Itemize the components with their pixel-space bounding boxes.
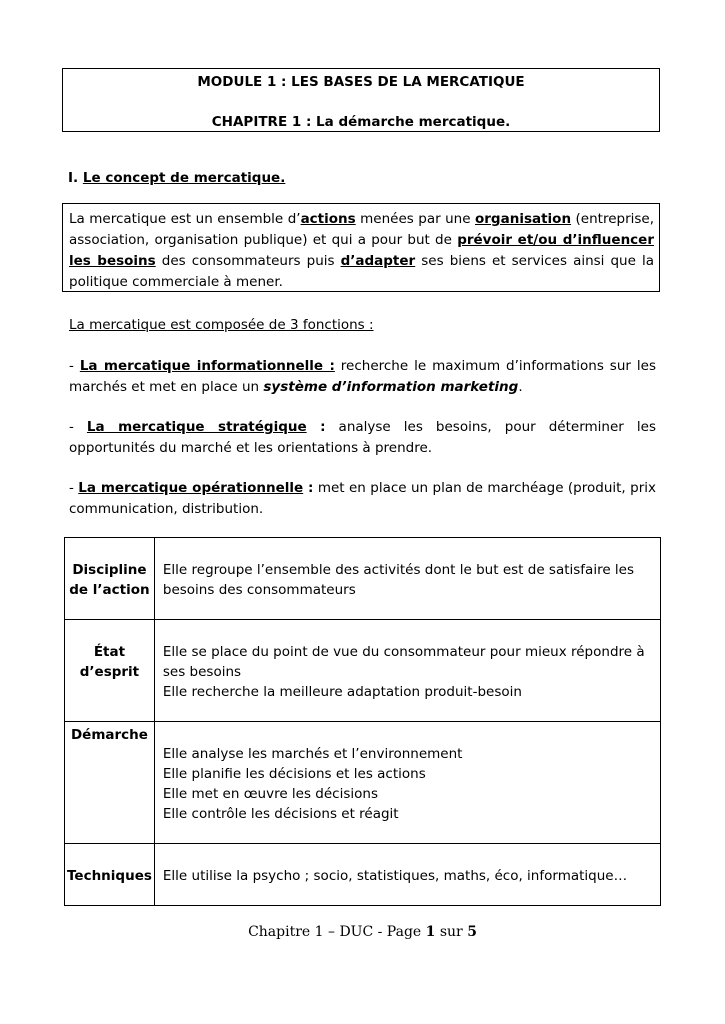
row-header [65, 844, 155, 906]
section-number: I. [68, 170, 79, 186]
function-text-end: . [518, 379, 523, 395]
definition-text: (entreprise, association, organisation publique) et qui a pour but de [69, 211, 655, 248]
row-content [154, 620, 660, 722]
characteristics-table [64, 537, 661, 906]
row-content [154, 538, 660, 620]
table-row [65, 722, 661, 844]
row-content [154, 844, 660, 906]
function-name: La mercatique opérationnelle [78, 480, 304, 496]
function-name: La mercatique stratégique [86, 419, 307, 435]
bullet-dash: - [69, 358, 80, 374]
bullet-dash: - [69, 480, 79, 496]
row-content-line: Elle analyse les marchés et l’environnement [162, 746, 463, 762]
module-header-box [62, 68, 660, 132]
row-content-line: Elle se place du point de vue du consommateur pour mieux répondre à ses besoins [162, 644, 645, 680]
function-informationnelle [69, 356, 656, 398]
row-header-line: Techniques [67, 868, 152, 884]
row-header-line: de l’action [69, 582, 150, 598]
footer-page-number: 1 [425, 924, 436, 940]
definition-text: des consommateurs puis [155, 253, 341, 269]
keyword-besoins: les besoins [69, 253, 156, 269]
keyword-actions: actions [300, 211, 356, 227]
footer-prefix: Chapitre 1 – DUC - Page [248, 924, 426, 940]
section-heading [68, 170, 285, 186]
row-content-line: Elle planifie les décisions et les actions [162, 766, 426, 782]
chapter-title: CHAPITRE 1 : La démarche mercatique. [211, 114, 511, 130]
footer-page-total: 5 [467, 924, 477, 940]
functions-intro: La mercatique est composée de 3 fonctions : [69, 317, 374, 333]
row-header-line: État [93, 644, 126, 660]
row-content-line: Elle utilise la psycho ; socio, statistiques, maths, éco, informatique… [162, 868, 628, 884]
function-strategique [69, 417, 656, 459]
row-header [65, 722, 155, 844]
row-header-line: Discipline [72, 562, 147, 578]
definition-box [62, 203, 660, 292]
row-header [65, 538, 155, 620]
row-content-line: Elle contrôle les décisions et réagit [162, 806, 399, 822]
function-emphasis: système d’information marketing [263, 379, 519, 395]
keyword-prevoir: prévoir et/ou d’influencer [457, 232, 654, 248]
function-name: La mercatique informationnelle : [79, 358, 335, 374]
row-header-line: d’esprit [79, 664, 140, 680]
definition-text: ses biens et services ainsi que la politique commerciale à mener. [69, 253, 654, 290]
table-row [65, 844, 661, 906]
definition-text: menées par une [355, 211, 475, 227]
section-title: Le concept de mercatique. [82, 170, 286, 186]
page-footer [0, 924, 725, 940]
bullet-dash: - [69, 419, 87, 435]
row-header [65, 620, 155, 722]
function-colon: : [303, 480, 314, 496]
row-content-line: Elle recherche la meilleure adaptation produit-besoin [162, 684, 522, 700]
keyword-adapter: d’adapter [340, 253, 416, 269]
row-content [154, 722, 660, 844]
function-text: met en place un plan de marchéage (produit, prix communication, distribution. [69, 480, 656, 517]
footer-mid: sur [435, 924, 468, 940]
keyword-organisation: organisation [475, 211, 572, 227]
module-title: MODULE 1 : LES BASES DE LA MERCATIQUE [197, 74, 525, 90]
definition-text: La mercatique est un ensemble d’ [69, 211, 301, 227]
row-content-line: Elle met en œuvre les décisions [162, 786, 378, 802]
table-row [65, 620, 661, 722]
table-row [65, 538, 661, 620]
function-text: recherche le maximum d’informations sur les marchés et met en place un [69, 358, 656, 395]
function-operationnelle [69, 478, 656, 520]
row-header-line: Démarche [70, 727, 148, 743]
function-text: analyse les besoins, pour déterminer les opportunités du marché et les orientations à prendre. [69, 419, 656, 456]
function-colon: : [306, 419, 326, 435]
row-content-line: Elle regroupe l’ensemble des activités dont le but est de satisfaire les besoins des consommateurs [162, 562, 635, 598]
